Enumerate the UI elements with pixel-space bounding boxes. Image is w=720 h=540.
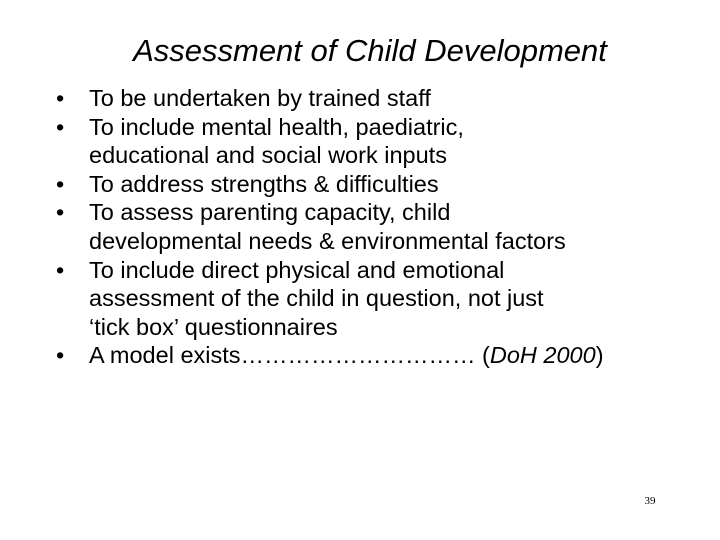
bullet-text (89, 256, 676, 342)
bullet-item (56, 341, 676, 370)
bullet-line: educational and social work inputs (89, 142, 447, 169)
bullet-marker: • (56, 113, 65, 140)
bullet-line: To address strengths & difficulties (89, 170, 439, 197)
bullet-item (56, 170, 676, 199)
bullet-text (89, 341, 676, 370)
bullet-item (56, 256, 676, 342)
bullet-line (89, 341, 676, 370)
citation-close-paren: ) (595, 342, 604, 369)
bullet-item (56, 84, 676, 113)
bullet-marker: • (56, 199, 65, 226)
bullet-line: To be undertaken by trained staff (89, 85, 431, 111)
bullet-line: To include mental health, paediatric, (89, 113, 464, 140)
bullet-marker: • (56, 256, 65, 283)
bullet-item (56, 198, 676, 255)
bullet-line: To assess parenting capacity, child (89, 199, 451, 226)
bullet-line: ‘tick box’ questionnaires (89, 313, 338, 340)
citation-text: DoH 2000 (489, 342, 596, 369)
page-number: 39 (644, 495, 656, 507)
bullet-marker: • (56, 342, 65, 369)
bullet-line: assessment of the child in question, not just (89, 285, 544, 312)
model-exists-text: A model exists………………………… (89, 342, 476, 369)
citation-open-paren: ( (482, 342, 490, 369)
bullet-text (89, 84, 676, 113)
bullet-text (89, 170, 676, 199)
bullet-marker: • (56, 85, 65, 111)
bullet-text (89, 198, 676, 255)
slide-title: Assessment of Child Development (133, 33, 607, 68)
bullet-marker: • (56, 170, 65, 197)
bullet-item (56, 113, 676, 170)
bullet-list (56, 84, 676, 370)
bullet-line: To include direct physical and emotional (89, 256, 505, 283)
bullet-text (89, 113, 676, 170)
bullet-line: developmental needs & environmental factors (89, 227, 566, 254)
